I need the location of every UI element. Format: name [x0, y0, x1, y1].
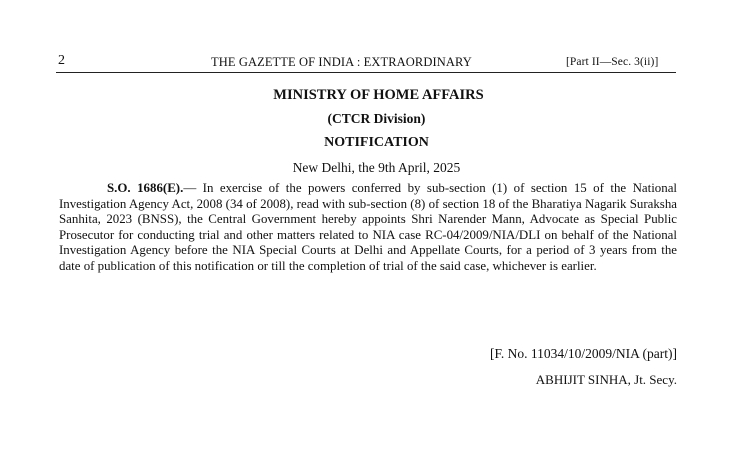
- notification-body-text: — In exercise of the powers conferred by sub-section (1) of section 15 of the National Investigation Agency Act, 2008 (34 of 2008), read with sub-section (8) of section 18 of the Bharatiya Nagarik Suraksha Sanhita, 2023 (BNSS), the Central Government hereby appoints Shri Narender Mann, Advocate as Special Public Prosecutor for conducting trial and other matters related to NIA case RC-04/2009/NIA/DLI on behalf of the National Investigation Agency before the NIA Special Courts at Delhi and Appellate Courts, for a period of 3 years from the date of publication of this notification or till the completion of trial of the said case, whichever is earlier.: [59, 181, 677, 273]
- page-number: 2: [58, 53, 66, 68]
- place-date-line: New Delhi, the 9th April, 2025: [292, 160, 461, 175]
- ministry-heading: MINISTRY OF HOME AFFAIRS: [273, 87, 484, 103]
- notification-heading: NOTIFICATION: [324, 135, 429, 150]
- division-heading: (CTCR Division): [327, 111, 426, 126]
- part-section-label: [Part II—Sec. 3(ii)]: [566, 56, 659, 68]
- gazette-title: THE GAZETTE OF INDIA : EXTRAORDINARY: [211, 55, 472, 69]
- file-number: [F. No. 11034/10/2009/NIA (part)]: [489, 346, 677, 361]
- order-reference: S.O. 1686(E).: [107, 181, 184, 195]
- notification-body: [59, 181, 677, 274]
- header-divider: [56, 72, 676, 73]
- signatory: ABHIJIT SINHA, Jt. Secy.: [535, 372, 677, 387]
